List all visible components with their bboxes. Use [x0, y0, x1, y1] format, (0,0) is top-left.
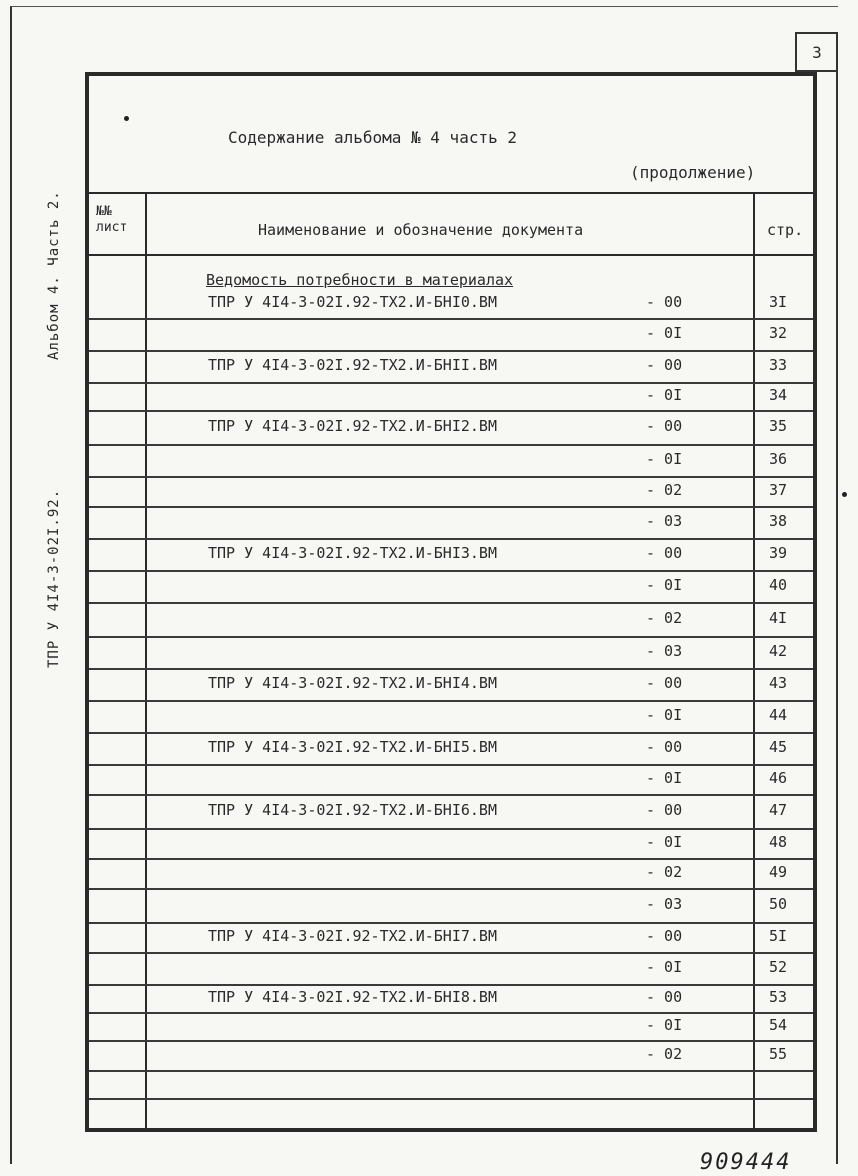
row-page-number: 4I — [769, 609, 788, 627]
page-number: 3 — [812, 42, 822, 62]
row-page-number: 38 — [769, 512, 788, 530]
row-divider — [89, 1012, 813, 1014]
row-divider — [89, 858, 813, 860]
row-variant-code: - 00 — [646, 356, 683, 374]
side-label-album: Альбом 4. Часть 2. — [46, 190, 62, 360]
row-divider — [89, 700, 813, 702]
ink-dot — [124, 116, 129, 121]
row-variant-code: - 0I — [646, 1016, 683, 1034]
header-name: Наименование и обозначение документа — [258, 221, 584, 239]
row-document-designation: ТПР У 4I4-3-02I.92-ТХ2.И-БНI2.ВМ — [208, 417, 497, 435]
ink-dot — [842, 492, 847, 497]
row-page-number: 3I — [769, 293, 788, 311]
row-page-number: 50 — [769, 895, 788, 913]
row-page-number: 36 — [769, 450, 788, 468]
row-divider — [89, 506, 813, 508]
row-divider — [89, 382, 813, 384]
header-page: стр. — [767, 221, 804, 239]
row-variant-code: - 00 — [646, 801, 683, 819]
row-page-number: 46 — [769, 769, 788, 787]
row-variant-code: - 00 — [646, 927, 683, 945]
section-title: Ведомость потребности в материалах — [206, 271, 514, 289]
row-divider — [89, 636, 813, 638]
row-variant-code: - 00 — [646, 738, 683, 756]
header-top-line — [89, 192, 813, 194]
row-variant-code: - 0I — [646, 386, 683, 404]
row-page-number: 54 — [769, 1016, 788, 1034]
row-divider — [89, 1040, 813, 1042]
row-page-number: 34 — [769, 386, 788, 404]
row-page-number: 53 — [769, 988, 788, 1006]
page-number-box — [795, 32, 837, 72]
page-right-edge — [836, 32, 838, 1164]
row-divider — [89, 888, 813, 890]
row-variant-code: - 00 — [646, 544, 683, 562]
row-divider — [89, 602, 813, 604]
row-variant-code: - 02 — [646, 481, 683, 499]
row-variant-code: - 03 — [646, 642, 683, 660]
row-page-number: 48 — [769, 833, 788, 851]
row-document-designation: ТПР У 4I4-3-02I.92-ТХ2.И-БНII.ВМ — [208, 356, 497, 374]
row-page-number: 43 — [769, 674, 788, 692]
row-document-designation: ТПР У 4I4-3-02I.92-ТХ2.И-БНI8.ВМ — [208, 988, 497, 1006]
row-page-number: 42 — [769, 642, 788, 660]
row-variant-code: - 0I — [646, 450, 683, 468]
row-divider — [89, 538, 813, 540]
row-page-number: 45 — [769, 738, 788, 756]
row-page-number: 55 — [769, 1045, 788, 1063]
row-divider — [89, 828, 813, 830]
row-variant-code: - 0I — [646, 958, 683, 976]
row-divider — [89, 350, 813, 352]
row-divider — [89, 764, 813, 766]
row-page-number: 44 — [769, 706, 788, 724]
side-label-designation: ТПР У 4I4-3-02I.92. — [46, 488, 62, 668]
row-page-number: 33 — [769, 356, 788, 374]
header-bottom-line — [89, 254, 813, 256]
row-page-number: 52 — [769, 958, 788, 976]
column-divider-page — [753, 192, 755, 1128]
row-variant-code: - 02 — [646, 609, 683, 627]
row-document-designation: ТПР У 4I4-3-02I.92-ТХ2.И-БНI7.ВМ — [208, 927, 497, 945]
row-variant-code: - 0I — [646, 769, 683, 787]
row-divider — [89, 732, 813, 734]
row-divider — [89, 476, 813, 478]
row-variant-code: - 00 — [646, 293, 683, 311]
row-page-number: 32 — [769, 324, 788, 342]
row-variant-code: - 0I — [646, 576, 683, 594]
row-document-designation: ТПР У 4I4-3-02I.92-ТХ2.И-БНI4.ВМ — [208, 674, 497, 692]
row-variant-code: - 03 — [646, 895, 683, 913]
row-divider — [89, 668, 813, 670]
row-variant-code: - 00 — [646, 417, 683, 435]
row-page-number: 5I — [769, 927, 788, 945]
row-variant-code: - 03 — [646, 512, 683, 530]
row-variant-code: - 02 — [646, 863, 683, 881]
row-divider — [89, 794, 813, 796]
row-page-number: 37 — [769, 481, 788, 499]
row-divider — [89, 444, 813, 446]
row-variant-code: - 00 — [646, 988, 683, 1006]
row-divider — [89, 410, 813, 412]
row-divider — [89, 570, 813, 572]
row-variant-code: - 0I — [646, 833, 683, 851]
header-sheet: №№ лист — [96, 204, 128, 235]
row-document-designation: ТПР У 4I4-3-02I.92-ТХ2.И-БНI0.ВМ — [208, 293, 497, 311]
row-page-number: 35 — [769, 417, 788, 435]
page-title: Содержание альбома № 4 часть 2 — [228, 128, 517, 147]
row-page-number: 39 — [769, 544, 788, 562]
row-divider — [89, 952, 813, 954]
row-variant-code: - 0I — [646, 324, 683, 342]
row-variant-code: - 0I — [646, 706, 683, 724]
row-divider — [89, 1098, 813, 1100]
row-variant-code: - 00 — [646, 674, 683, 692]
page-subtitle: (продолжение) — [630, 163, 756, 182]
row-divider — [89, 318, 813, 320]
row-divider — [89, 922, 813, 924]
row-divider — [89, 1070, 813, 1072]
row-document-designation: ТПР У 4I4-3-02I.92-ТХ2.И-БНI3.ВМ — [208, 544, 497, 562]
row-page-number: 40 — [769, 576, 788, 594]
row-divider — [89, 984, 813, 986]
footer-mark: 909444 — [700, 1150, 792, 1175]
row-page-number: 47 — [769, 801, 788, 819]
row-document-designation: ТПР У 4I4-3-02I.92-ТХ2.И-БНI5.ВМ — [208, 738, 497, 756]
row-document-designation: ТПР У 4I4-3-02I.92-ТХ2.И-БНI6.ВМ — [208, 801, 497, 819]
row-variant-code: - 02 — [646, 1045, 683, 1063]
row-page-number: 49 — [769, 863, 788, 881]
column-divider-sheet — [145, 192, 147, 1128]
